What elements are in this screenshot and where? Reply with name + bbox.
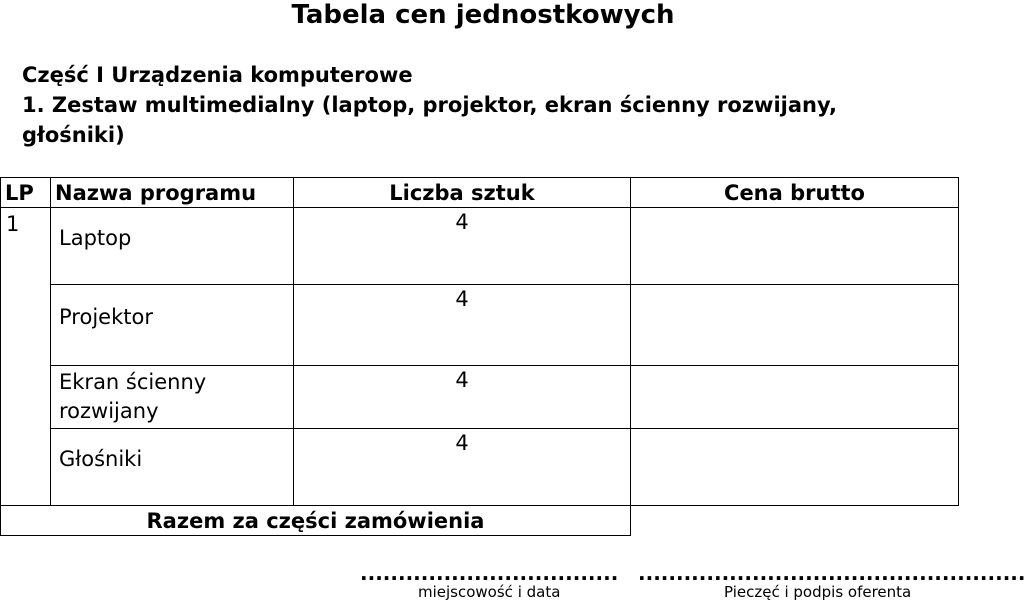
date-dots: ..................................: [360, 561, 619, 585]
total-row: [1, 506, 959, 536]
table-row: [1, 366, 959, 429]
table-header-row: [1, 178, 959, 208]
cell-price[interactable]: [631, 429, 959, 506]
total-label: Razem za części zamówienia: [1, 506, 631, 536]
date-label: miejscowość i data: [418, 583, 561, 601]
item-heading: 1. Zestaw multimedialny (laptop, projektor, ekran ścienny rozwijany, głośniki): [22, 93, 838, 147]
cell-qty: 4: [294, 208, 631, 285]
signature-dots: ...................................................: [638, 561, 1025, 585]
section-heading: Część I Urządzenia komputerowe: [22, 63, 413, 87]
table-row: [1, 285, 959, 366]
cell-name: Projektor: [51, 285, 294, 366]
cell-price[interactable]: [631, 366, 959, 429]
header-name: Nazwa programu: [51, 178, 294, 208]
cell-lp: 1: [1, 208, 51, 285]
signature-label: Pieczęć i podpis oferenta: [724, 583, 912, 601]
table-row: [1, 208, 959, 285]
cell-qty: 4: [294, 285, 631, 366]
cell-qty: 4: [294, 429, 631, 506]
header-qty: Liczba sztuk: [294, 178, 631, 208]
cell-lp: [1, 285, 51, 366]
price-table: [0, 177, 959, 536]
cell-name: Laptop: [51, 208, 294, 285]
cell-price[interactable]: [631, 208, 959, 285]
header-price: Cena brutto: [631, 178, 959, 208]
total-empty: [631, 506, 959, 536]
cell-qty: 4: [294, 366, 631, 429]
cell-name: Ekran ścienny rozwijany: [51, 366, 294, 429]
cell-name: Głośniki: [51, 429, 294, 506]
cell-lp: [1, 366, 51, 429]
header-lp: LP: [1, 178, 51, 208]
page-title: Tabela cen jednostkowych: [291, 0, 675, 30]
cell-lp: [1, 429, 51, 506]
table-row: [1, 429, 959, 506]
cell-price[interactable]: [631, 285, 959, 366]
